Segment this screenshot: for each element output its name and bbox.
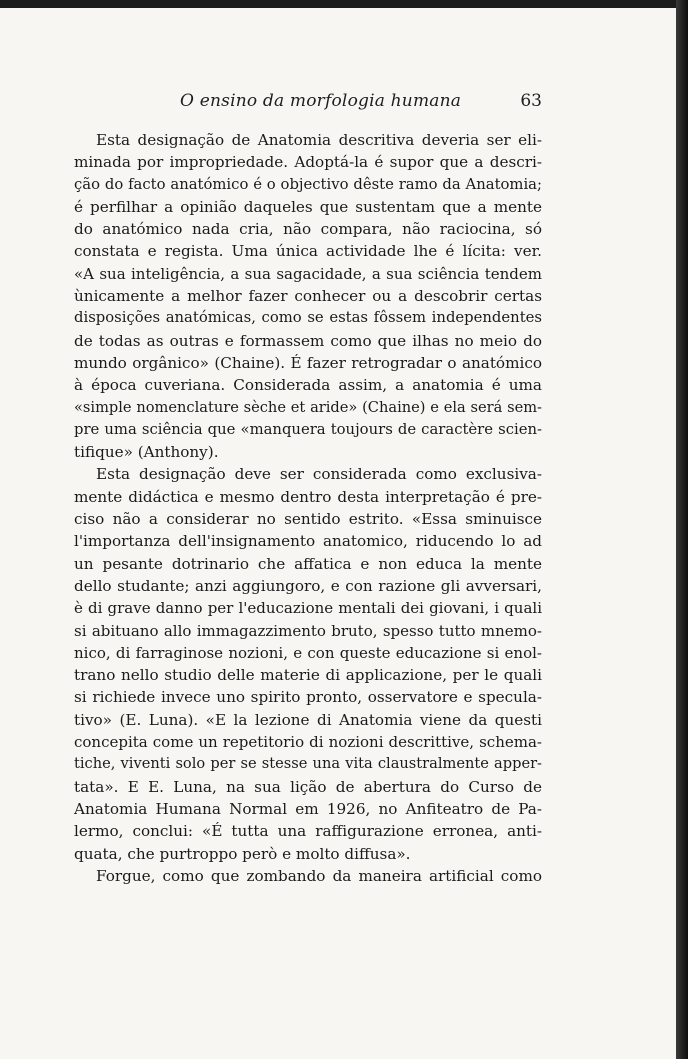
- page-header: [74, 91, 542, 115]
- text-line: constata e regista. Uma única actividade lhe é lícita: ver.: [74, 242, 542, 261]
- text-line: un pesante dotrinario che affatica e non educa la mente: [74, 554, 542, 573]
- text-line: nico, di farraginose nozioni, e con queste educazione si enol-: [74, 643, 542, 662]
- text-line: è di grave danno per l'educazione mentali dei giovani, i quali: [74, 599, 542, 618]
- text-line: si abituano allo immagazzimento bruto, spesso tutto mnemo-: [74, 621, 542, 640]
- text-line: Anatomia Humana Normal em 1926, no Anfiteatro de Pa-: [74, 799, 542, 818]
- body-text: [74, 129, 542, 887]
- text-line: mundo orgânico» (Chaine). É fazer retrogradar o anatómico: [74, 353, 542, 372]
- text-line: tifique» (Anthony).: [74, 443, 219, 462]
- book-page: [0, 8, 676, 1059]
- text-line: tiche, viventi solo per se stesse una vita claustralmente apper-: [74, 755, 542, 773]
- text-line: concepita come un repetitorio di nozioni descrittive, schema-: [74, 733, 542, 752]
- text-line: disposições anatómicas, como se estas fôssem independentes: [74, 309, 542, 327]
- text-line: trano nello studio delle materie di applicazione, per le quali: [74, 666, 542, 685]
- text-line: ção do facto anatómico é o objectivo dêste ramo da Anatomia;: [74, 175, 542, 193]
- text-line: «simple nomenclature sèche et aride» (Chaine) e ela será sem-: [74, 398, 542, 416]
- text-line: quata, che purtroppo però e molto diffusa».: [74, 844, 411, 863]
- text-line: «A sua inteligência, a sua sagacidade, a sua sciência tendem: [74, 264, 542, 283]
- paragraph-3: [74, 865, 542, 887]
- text-line: à época cuveriana. Considerada assim, a anatomia é uma: [74, 376, 542, 395]
- text-line: do anatómico nada cria, não compara, não raciocina, só: [74, 220, 542, 239]
- text-line: mente didáctica e mesmo dentro desta interpretação é pre-: [74, 487, 542, 506]
- paragraph-1: [74, 129, 542, 463]
- text-line: si richiede invece uno spirito pronto, osservatore e specula-: [74, 688, 542, 707]
- paragraph-2: [74, 463, 542, 864]
- text-line: tata». E E. Luna, na sua lição de abertura do Curso de: [74, 777, 542, 796]
- text-line: de todas as outras e formassem como que ilhas no meio do: [74, 331, 542, 350]
- running-title: O ensino da morfologia humana: [180, 91, 462, 111]
- text-line: tivo» (E. Luna). «E la lezione di Anatomia viene da questi: [74, 710, 542, 729]
- text-line: ciso não a considerar no sentido estrito. «Essa sminuisce: [74, 510, 542, 529]
- text-line: lermo, conclui: «É tutta una raffigurazione erronea, anti-: [74, 822, 542, 841]
- page-number: 63: [520, 91, 542, 111]
- text-line: Forgue, como que zombando da maneira artificial como: [96, 866, 542, 885]
- text-line: Esta designação deve ser considerada como exclusiva-: [96, 465, 542, 484]
- text-line: pre uma sciência que «manquera toujours de caractère scien-: [74, 420, 542, 438]
- text-line: l'importanza dell'insignamento anatomico, riducendo lo ad: [74, 532, 542, 551]
- text-line: minada por impropriedade. Adoptá-la é supor que a descri-: [74, 153, 542, 172]
- text-line: é perfilhar a opinião daqueles que sustentam que a mente: [74, 197, 542, 216]
- text-line: dello studante; anzi aggiungoro, e con razione gli avversari,: [74, 576, 542, 595]
- text-line: Esta designação de Anatomia descritiva deveria ser eli-: [96, 131, 542, 149]
- text-line: ùnicamente a melhor fazer conhecer ou a descobrir certas: [74, 287, 542, 306]
- scan-border-right: [676, 0, 688, 1059]
